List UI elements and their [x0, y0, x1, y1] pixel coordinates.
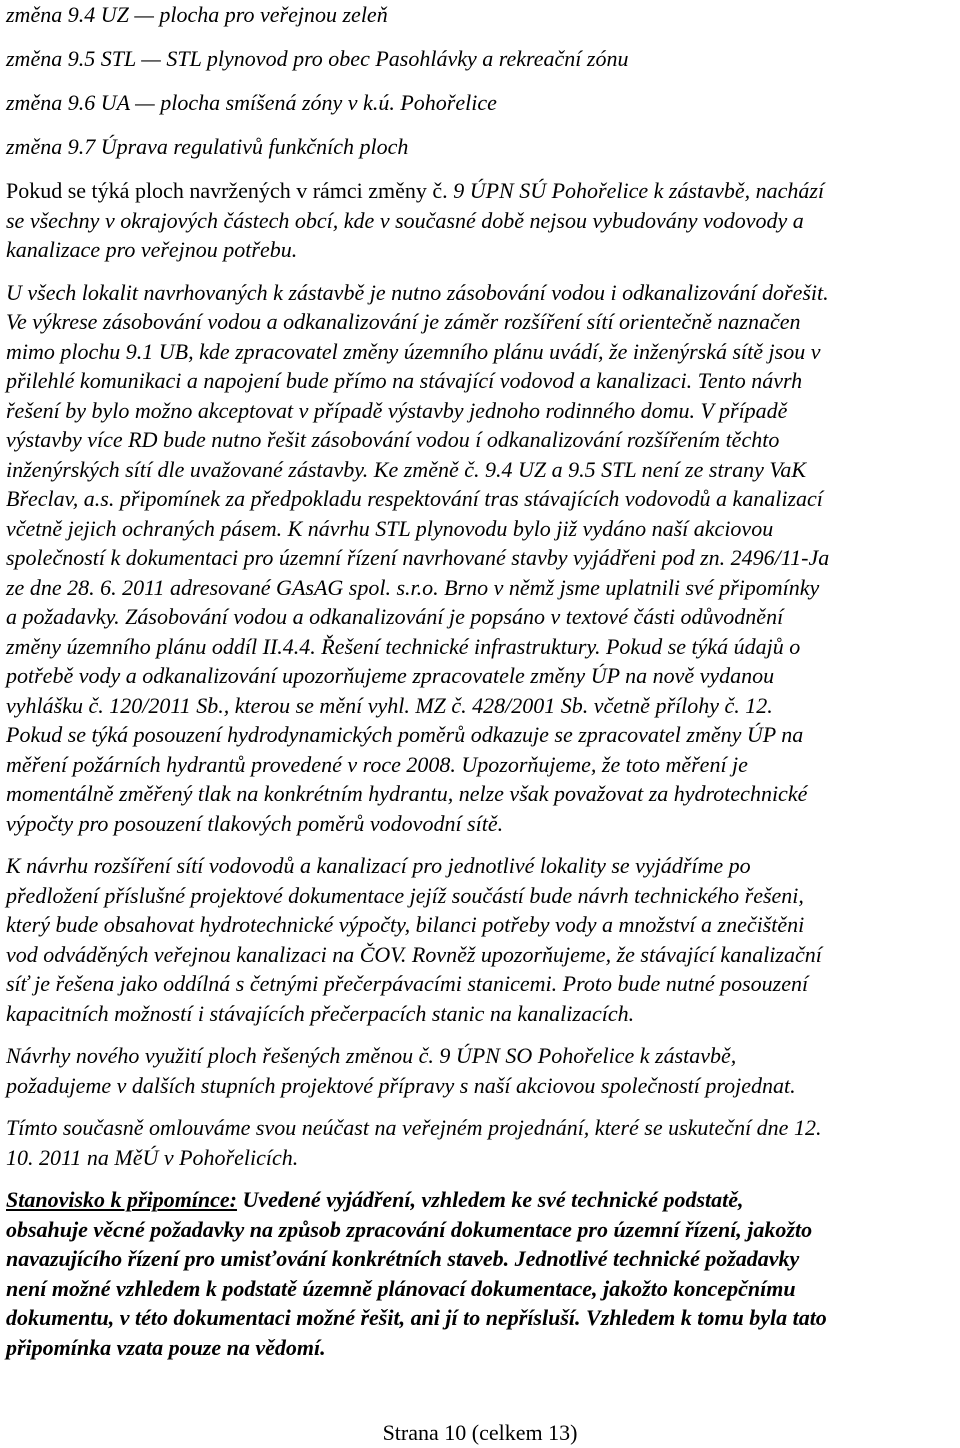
main-line: a požadavky. Zásobování vodou a odkanalizování je popsáno v textové části odůvodnění — [6, 604, 784, 629]
change-item: změna 9.4 UZ — plocha pro veřejnou zeleň — [6, 2, 388, 27]
page-number-footer: Strana 10 (celkem 13) — [382, 1420, 578, 1445]
main-line: potřebě vody a odkanalizování upozorňujeme zpracovatele změny ÚP na nově vydanou — [6, 663, 775, 688]
main-line: přilehlé komunikaci a napojení bude přímo na stávající vodovod a kanalizaci. Tento návrh — [6, 368, 803, 393]
statement-first-line: Uvedené vyjádření, vzhledem ke své technické podstatě, — [237, 1187, 744, 1212]
network-line: který bude obsahovat hydrotechnické výpočty, bilanci potřeby vody a množství a znečištěni — [6, 912, 805, 937]
proposals-line: požadujeme v dalších stupních projektové přípravy s naší akciovou společností projednat. — [6, 1072, 796, 1098]
network-line: kapacitních možností i stávajících přečerpacích stanic na kanalizacích. — [6, 1000, 635, 1026]
document-page — [6, 0, 950, 1362]
statement-line: připomínka vzata pouze na vědomí. — [6, 1334, 326, 1360]
main-line: vyhlášku č. 120/2011 Sb., kterou se mění vyhl. MZ č. 428/2001 Sb. včetně přílohy č. 12. — [6, 692, 773, 718]
main-line: Pokud se týká posouzení hydrodynamických poměrů odkazuje se zpracovatel změny ÚP na — [6, 722, 804, 747]
statement-label: Stanovisko k připomínce: — [6, 1187, 238, 1212]
main-line: Břeclav, a.s. připomínek za předpokladu respektování tras stávajících vodovodů a kanalizací — [6, 486, 823, 511]
main-line: výpočty pro posouzení tlakových poměrů vodovodní sítě. — [6, 810, 504, 836]
main-line: výstavby více RD bude nutno řešit zásobování vodou í odkanalizování rozšířením těchto — [6, 427, 780, 452]
change-item: změna 9.7 Úprava regulativů funkčních ploch — [6, 134, 409, 159]
statement-line: obsahuje věcné požadavky na způsob zpracování dokumentace pro územní řízení, jakožto — [6, 1216, 813, 1242]
statement-line: dokumentu, v této dokumentaci možné řešit, ani jí to nepřísluší. Vzhledem k tomu byla tato — [6, 1305, 827, 1330]
statement-paragraph — [6, 1185, 950, 1362]
main-paragraph — [6, 278, 950, 839]
proposals-line: Návrhy nového využití ploch řešených změnou č. 9 ÚPN SO Pohořelice k zástavbě, — [6, 1043, 737, 1068]
statement-line: není možné vzhledem k podstatě územně plánovací dokumentace, jakožto koncepčnímu — [6, 1275, 796, 1301]
proposals-paragraph — [6, 1041, 950, 1100]
change-list — [6, 0, 950, 162]
main-line: Ve výkrese zásobování vodou a odkanalizování je záměr rozšíření sítí orientečně naznačen — [6, 309, 801, 334]
main-line: inženýrských sítí dle uvažované zástavby. Ke změně č. 9.4 UZ a 9.5 STL není ze strany VaK — [6, 456, 807, 482]
main-line: ze dne 28. 6. 2011 adresované GAsAG spol. s.r.o. Brno v němž jsme uplatnili své připomínky — [6, 574, 820, 600]
apology-line: 10. 2011 na MěÚ v Pohořelicích. — [6, 1144, 299, 1170]
network-line: vod odváděných veřejnou kanalizaci na ČOV. Rovněž upozorňujeme, že stávající kanalizační — [6, 941, 822, 967]
main-line: momentálně změřený tlak na konkrétním hydrantu, nelze však považovat za hydrotechnické — [6, 781, 808, 806]
intro-paragraph — [6, 176, 950, 265]
intro-rest: 9 ÚPN SÚ Pohořelice k zástavbě, nachází — [447, 178, 825, 203]
intro-lead: Pokud se týká ploch navržených v rámci změny č. — [6, 178, 448, 203]
network-paragraph — [6, 851, 950, 1028]
main-line: U všech lokalit navrhovaných k zástavbě je nutno zásobování vodou i odkanalizování dořešit. — [6, 279, 829, 305]
intro-line: se všechny v okrajových částech obcí, kde v současné době nejsou vybudovány vodovody a — [6, 207, 804, 233]
change-item: změna 9.6 UA — plocha smíšená zóny v k.ú. Pohořelice — [6, 90, 497, 115]
main-line: mimo plochu 9.1 UB, kde zpracovatel změny územního plánu uvádí, že inženýrská sítě jsou v — [6, 338, 821, 364]
main-line: změny územního plánu oddíl II.4.4. Řešení technické infrastruktury. Pokud se týká údajů o — [6, 633, 801, 659]
main-line: společností k dokumentaci pro územní řízení navrhované stavby vyjádřeni pod zn. 2496/11-Ja — [6, 545, 830, 570]
change-item: změna 9.5 STL — STL plynovod pro obec Pasohlávky a rekreační zónu — [6, 46, 629, 71]
main-line: řešení by bylo možno akceptovat v případě výstavby jednoho rodinného domu. V případě — [6, 397, 788, 423]
main-line: měření požárních hydrantů provedené v roce 2008. Upozorňujeme, že toto měření je — [6, 751, 748, 777]
network-line: předložení příslušné projektové dokumentace jejíž součástí bude návrh technického řešeni, — [6, 882, 804, 908]
apology-line: Tímto současně omlouváme svou neúčast na veřejném projednání, které se uskuteční dne 12. — [6, 1115, 822, 1140]
network-line: síť je řešena jako oddílná s četnými přečerpávacími stanicemi. Proto bude nutné posouzení — [6, 971, 809, 996]
statement-line: navazujícího řízení pro umisťování konkrétních staveb. Jednotlivé technické požadavky — [6, 1246, 800, 1271]
network-line: K návrhu rozšíření sítí vodovodů a kanalizací pro jednotlivé lokality se vyjádříme po — [6, 853, 751, 878]
apology-paragraph — [6, 1113, 950, 1172]
intro-line: kanalizace pro veřejnou potřebu. — [6, 237, 298, 262]
main-line: včetně jejich ochraných pásem. K návrhu STL plynovodu bylo již vydáno naší akciovou — [6, 515, 774, 541]
